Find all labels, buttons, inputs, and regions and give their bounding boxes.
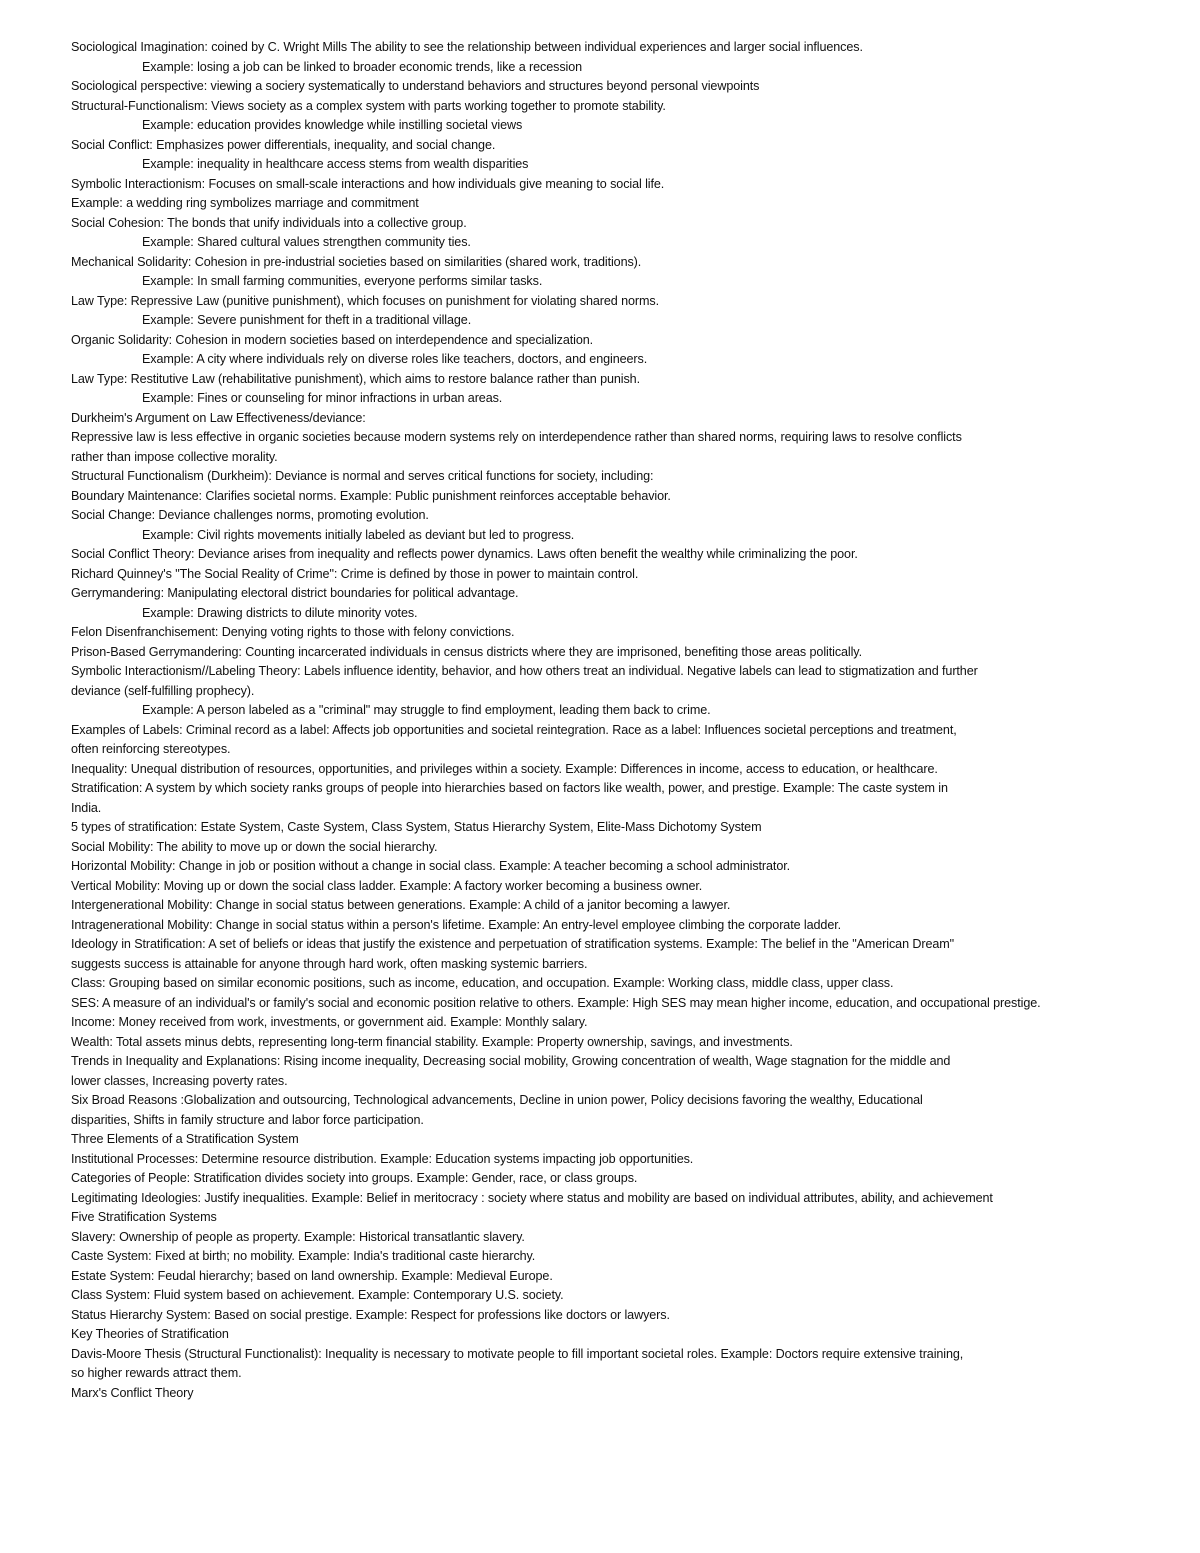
- example-line: Example: Severe punishment for theft in a traditional village.: [142, 313, 472, 327]
- example-line: Example: Shared cultural values strengthen community ties.: [142, 235, 471, 249]
- text-line: Symbolic Interactionism//Labeling Theory: Labels influence identity, behavior, and how others treat an individual. Negative labels can lead to stigmatization and further: [71, 664, 978, 678]
- text-line: Prison-Based Gerrymandering: Counting incarcerated individuals in census districts where they are imprisoned, benefiting those areas politically.: [71, 644, 862, 659]
- text-line: deviance (self-fulfilling prophecy).: [71, 683, 255, 698]
- text-line: Ideology in Stratification: A set of beliefs or ideas that justify the existence and perpetuation of stratification systems. Example: The belief in the "American Dream": [71, 937, 955, 951]
- text-line: Social Mobility: The ability to move up or down the social hierarchy.: [71, 839, 438, 854]
- text-line: Caste System: Fixed at birth; no mobility. Example: India's traditional caste hierarchy.: [71, 1249, 536, 1263]
- text-line: Gerrymandering: Manipulating electoral district boundaries for political advantage.: [71, 586, 519, 600]
- text-line: Marx's Conflict Theory: [71, 1385, 194, 1400]
- text-line: 5 types of stratification: Estate System, Caste System, Class System, Status Hierarchy System, Elite-Mass Dichotomy System: [71, 820, 762, 834]
- text-line: Felon Disenfranchisement: Denying voting rights to those with felony convictions.: [71, 625, 515, 639]
- text-line: Status Hierarchy System: Based on social prestige. Example: Respect for professions like doctors or lawyers.: [71, 1307, 670, 1322]
- text-line: Example: a wedding ring symbolizes marriage and commitment: [71, 196, 419, 210]
- text-line: Richard Quinney's "The Social Reality of Crime": Crime is defined by those in power to maintain control.: [71, 566, 639, 581]
- text-line: Three Elements of a Stratification System: [71, 1132, 299, 1146]
- text-line: lower classes, Increasing poverty rates.: [71, 1073, 288, 1088]
- example-line: Example: In small farming communities, everyone performs similar tasks.: [142, 274, 543, 288]
- text-line: often reinforcing stereotypes.: [71, 742, 231, 756]
- text-line: Law Type: Restitutive Law (rehabilitative punishment), which aims to restore balance rather than punish.: [71, 371, 640, 386]
- text-line: Structural-Functionalism: Views society as a complex system with parts working together to promote stability.: [71, 98, 666, 113]
- text-line: Inequality: Unequal distribution of resources, opportunities, and privileges within a society. Example: Differences in income, access to education, or healthcare.: [71, 761, 938, 776]
- text-line: Davis-Moore Thesis (Structural Functionalist): Inequality is necessary to motivate people to fill important societal roles. Example: Doctors require extensive training,: [71, 1346, 964, 1361]
- text-line: India.: [71, 800, 102, 815]
- text-line: Social Conflict: Emphasizes power differentials, inequality, and social change.: [71, 137, 496, 152]
- text-line: rather than impose collective morality.: [71, 449, 278, 464]
- text-line: SES: A measure of an individual's or family's social and economic position relative to others. Example: High SES may mean higher income, education, and occupational prestige.: [71, 995, 1041, 1010]
- example-line: Example: Fines or counseling for minor infractions in urban areas.: [142, 391, 503, 405]
- text-line: Institutional Processes: Determine resource distribution. Example: Education systems impacting job opportunities.: [71, 1151, 694, 1166]
- text-line: Slavery: Ownership of people as property. Example: Historical transatlantic slavery.: [71, 1229, 525, 1244]
- text-line: Trends in Inequality and Explanations: Rising income inequality, Decreasing social mobility, Growing concentration of wealth, Wage stagnation for the middle and: [71, 1054, 951, 1068]
- text-line: Vertical Mobility: Moving up or down the social class ladder. Example: A factory worker becoming a business owner.: [71, 878, 703, 893]
- text-line: Repressive law is less effective in organic societies because modern systems rely on interdependence rather than shared norms, requiring laws to resolve conflicts: [71, 430, 962, 444]
- text-line: Sociological perspective: viewing a sociery systematically to understand behaviors and structures beyond personal viewpoints: [71, 79, 760, 93]
- text-line: Key Theories of Stratification: [71, 1327, 229, 1341]
- text-line: Organic Solidarity: Cohesion in modern societies based on interdependence and specialization.: [71, 332, 594, 347]
- example-line: Example: Civil rights movements initially labeled as deviant but led to progress.: [142, 527, 575, 542]
- text-line: Social Conflict Theory: Deviance arises from inequality and reflects power dynamics. Laws often benefit the wealthy while criminalizing the poor.: [71, 547, 858, 561]
- text-line: Six Broad Reasons :Globalization and outsourcing, Technological advancements, Decline in union power, Policy decisions favoring the wealthy, Educational: [71, 1093, 923, 1107]
- text-line: Structural Functionalism (Durkheim): Deviance is normal and serves critical functions for society, including:: [71, 469, 654, 483]
- text-line: Class: Grouping based on similar economic positions, such as income, education, and occupation. Example: Working class, middle class, upper class.: [71, 976, 894, 990]
- document-body: [71, 38, 1200, 1403]
- example-line: Example: A city where individuals rely on diverse roles like teachers, doctors, and engineers.: [142, 352, 648, 366]
- example-line: Example: A person labeled as a "criminal" may struggle to find employment, leading them back to crime.: [142, 703, 711, 717]
- example-line: Example: Drawing districts to dilute minority votes.: [142, 605, 418, 620]
- text-line: Five Stratification Systems: [71, 1210, 217, 1224]
- text-line: Wealth: Total assets minus debts, representing long-term financial stability. Example: Property ownership, savings, and investments.: [71, 1034, 793, 1049]
- text-line: Intergenerational Mobility: Change in social status between generations. Example: A child of a janitor becoming a lawyer.: [71, 898, 731, 912]
- text-line: so higher rewards attract them.: [71, 1366, 242, 1380]
- text-line: Intragenerational Mobility: Change in social status within a person's lifetime. Example: An entry-level employee climbing the corporate ladder.: [71, 917, 842, 932]
- text-line: Examples of Labels: Criminal record as a label: Affects job opportunities and societal reintegration. Race as a label: Influences societal perceptions and treatment,: [71, 722, 957, 737]
- text-line: Law Type: Repressive Law (punitive punishment), which focuses on punishment for violating shared norms.: [71, 293, 659, 308]
- text-line: Social Change: Deviance challenges norms, promoting evolution.: [71, 508, 429, 522]
- example-line: Example: losing a job can be linked to broader economic trends, like a recession: [142, 59, 583, 74]
- text-line: Sociological Imagination: coined by C. Wright Mills The ability to see the relationship between individual experiences and larger social influences.: [71, 40, 863, 54]
- text-line: Legitimating Ideologies: Justify inequalities. Example: Belief in meritocracy : society where status and mobility are based on individual attributes, ability, and achievement: [71, 1190, 993, 1205]
- example-line: Example: education provides knowledge while instilling societal views: [142, 118, 523, 132]
- text-line: Estate System: Feudal hierarchy; based on land ownership. Example: Medieval Europe.: [71, 1268, 553, 1283]
- text-line: Boundary Maintenance: Clarifies societal norms. Example: Public punishment reinforces acceptable behavior.: [71, 488, 671, 503]
- example-line: Example: inequality in healthcare access stems from wealth disparities: [142, 157, 529, 171]
- text-line: suggests success is attainable for anyone through hard work, often masking systemic barriers.: [71, 956, 588, 971]
- text-line: disparities, Shifts in family structure and labor force participation.: [71, 1112, 424, 1127]
- text-line: Horizontal Mobility: Change in job or position without a change in social class. Example: A teacher becoming a school administrator.: [71, 859, 791, 873]
- text-line: Durkheim's Argument on Law Effectiveness/deviance:: [71, 410, 366, 425]
- text-line: Stratification: A system by which society ranks groups of people into hierarchies based on factors like wealth, power, and prestige. Example: The caste system in: [71, 781, 948, 795]
- text-line: Income: Money received from work, investments, or government aid. Example: Monthly salary.: [71, 1015, 588, 1029]
- text-line: Mechanical Solidarity: Cohesion in pre-industrial societies based on similarities (shared work, traditions).: [71, 254, 642, 269]
- text-line: Categories of People: Stratification divides society into groups. Example: Gender, race, or class groups.: [71, 1171, 638, 1185]
- text-line: Class System: Fluid system based on achievement. Example: Contemporary U.S. society.: [71, 1288, 564, 1302]
- text-line: Symbolic Interactionism: Focuses on small-scale interactions and how individuals give meaning to social life.: [71, 176, 665, 191]
- text-line: Social Cohesion: The bonds that unify individuals into a collective group.: [71, 215, 467, 230]
